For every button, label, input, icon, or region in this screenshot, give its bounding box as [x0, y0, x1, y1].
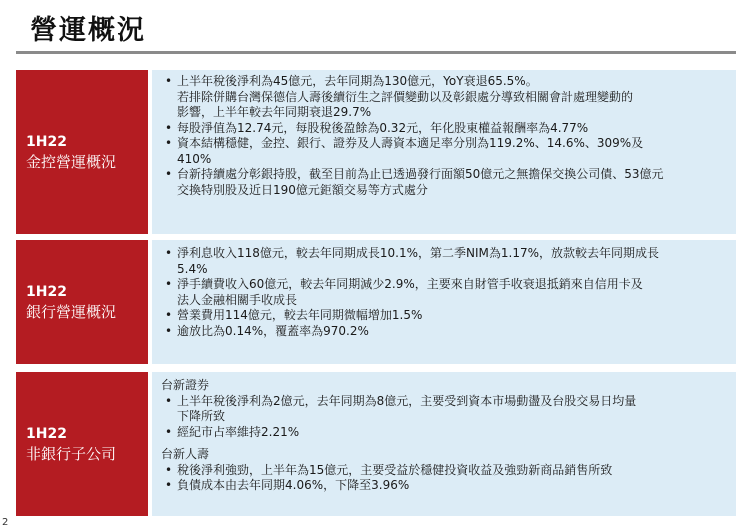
- section-period: 1H22: [26, 134, 67, 150]
- bullet-item: [161, 478, 726, 494]
- page-number: 2: [2, 517, 9, 528]
- bullet-line: • 上半年稅後淨利為45億元，去年同期為130億元，YoY衰退65.5%。: [177, 74, 538, 88]
- section-label: [16, 240, 148, 364]
- title-divider: [16, 51, 736, 54]
- bullet-item: [161, 308, 726, 324]
- bullet-item: [161, 121, 726, 137]
- bullet-line: 法人金融相關手收成長: [177, 292, 298, 307]
- bullet-item: [161, 324, 726, 340]
- bullet-line: • 資本結構穩健，金控、銀行、證券及人壽資本適足率分別為119.2%、14.6%、309%及: [177, 136, 644, 150]
- bullet-line: • 負債成本由去年同期4.06%，下降至3.96%: [177, 478, 410, 492]
- section-content: [152, 240, 736, 364]
- section-label: [16, 70, 148, 234]
- bullet-line: • 稅後淨利強勁，上半年為15億元，主要受益於穩健投資收益及強勁新商品銷售所致: [177, 462, 613, 477]
- bullet-line: • 上半年稅後淨利為2億元，去年同期為8億元，主要受到資本市場動盪及台股交易日均量: [177, 393, 637, 408]
- section-period: 1H22: [26, 284, 67, 300]
- bullet-item: [161, 136, 726, 167]
- bullet-item: [161, 277, 726, 308]
- bullet-list: [161, 74, 726, 198]
- section-nonbank: [16, 372, 736, 516]
- section-label: [16, 372, 148, 516]
- section-name: 非銀行子公司: [26, 445, 117, 463]
- bullet-line: • 淨手續費收入60億元，較去年同期減少2.9%，主要來自財管手收衰退抵銷來自信用卡及: [177, 277, 643, 291]
- bullet-item: [161, 167, 726, 198]
- section-name: 銀行營運概況: [26, 303, 117, 321]
- section-bank: [16, 240, 736, 364]
- bullet-line: • 台新持續處分彰銀持股，截至目前為止已透過發行面額50億元之無擔保交換公司債、53億元: [177, 167, 664, 181]
- bullet-line: • 每股淨值為12.74元，每股稅後盈餘為0.32元，年化股東權益報酬率為4.77%: [177, 120, 589, 135]
- bullet-line: • 逾放比為0.14%，覆蓋率為970.2%: [177, 323, 369, 338]
- bullet-list: [161, 463, 726, 494]
- bullet-line: • 淨利息收入118億元，較去年同期成長10.1%，第二季NIM為1.17%，放款較去年同期成長: [177, 246, 660, 260]
- subsidiary-heading-life: 台新人壽: [161, 447, 210, 461]
- subsidiary-heading-securities: 台新證券: [161, 378, 210, 392]
- bullet-item: [161, 246, 726, 277]
- bullet-line: 5.4%: [177, 261, 208, 276]
- page-title: 營運概況: [30, 15, 146, 46]
- bullet-list: [161, 394, 726, 441]
- bullet-line: 下降所致: [177, 409, 226, 423]
- section-content: [152, 70, 736, 234]
- bullet-line: 410%: [177, 151, 212, 166]
- section-name: 金控營運概況: [26, 153, 117, 171]
- bullet-list: [161, 246, 726, 339]
- section-content: [152, 372, 736, 516]
- bullet-line: • 經紀市占率維持2.21%: [177, 424, 300, 439]
- bullet-item: [161, 74, 726, 121]
- bullet-line: 交換特別股及近日190億元鉅額交易等方式處分: [177, 182, 428, 197]
- section-period: 1H22: [26, 426, 67, 442]
- bullet-line: 影響，上半年較去年同期衰退29.7%: [177, 105, 372, 119]
- section-fhc: [16, 70, 736, 234]
- bullet-item: [161, 425, 726, 441]
- bullet-item: [161, 394, 726, 425]
- bullet-line: • 營業費用114億元，較去年同期微幅增加1.5%: [177, 308, 423, 322]
- bullet-line: 若排除併購台灣保德信人壽後續衍生之評價變動以及彰銀處分導致相關會計處理變動的: [177, 89, 634, 104]
- bullet-item: [161, 463, 726, 479]
